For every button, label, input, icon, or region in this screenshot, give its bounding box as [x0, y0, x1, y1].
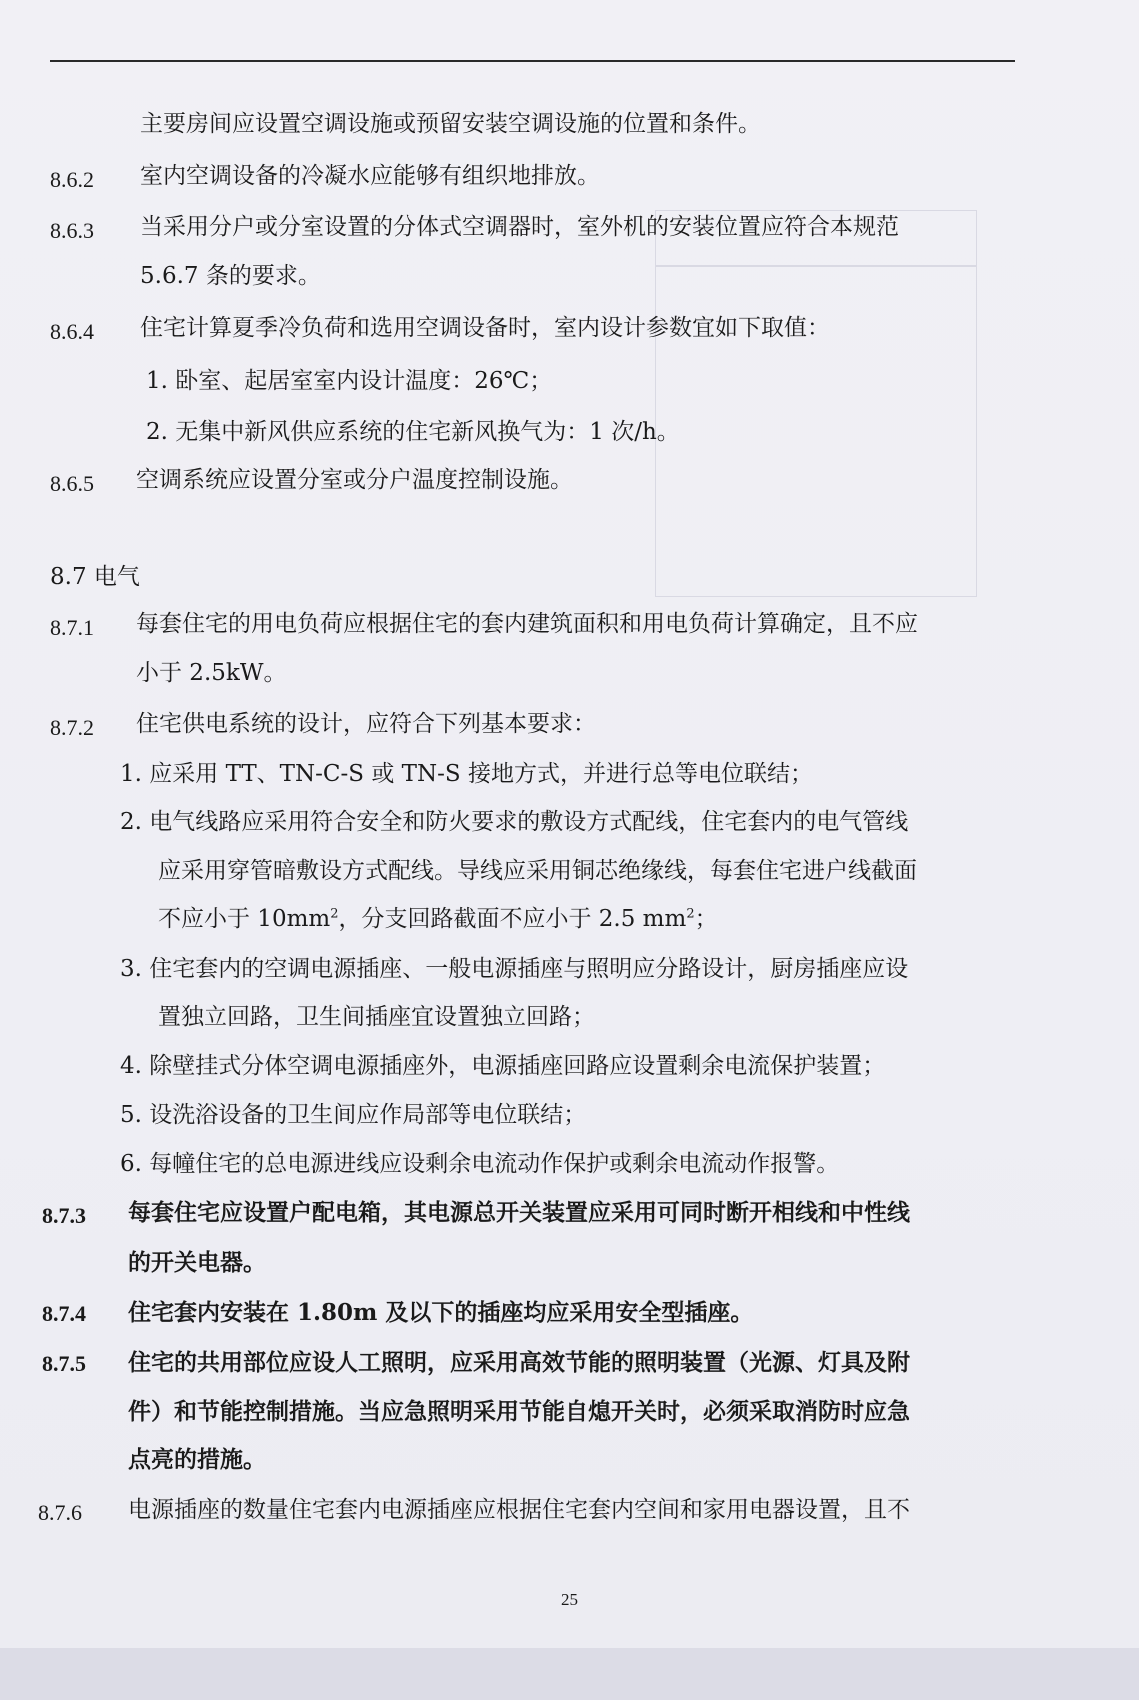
text-line-22: 的开关电器。 — [128, 1249, 266, 1276]
clause-number-8-7-4: 8.7.4 — [42, 1301, 86, 1326]
text-line-23: 住宅套内安装在 1.80m 及以下的插座均应采用安全型插座。 — [128, 1299, 754, 1326]
text-line-14: 应采用穿管暗敷设方式配线。导线应采用铜芯绝缘线，每套住宅进户线截面 — [158, 858, 917, 884]
text-line-19: 5. 设洗浴设备的卫生间应作局部等电位联结； — [120, 1102, 587, 1128]
text-line-6: 2. 无集中新风供应系统的住宅新风换气为：1 次/h。 — [146, 419, 680, 445]
scan-bottom-edge — [0, 1648, 1139, 1700]
page-number: 25 — [561, 1590, 578, 1609]
section-heading-8-7: 8.7 电气 — [50, 564, 140, 590]
text-line-12: 1. 应采用 TT、TN-C-S 或 TN-S 接地方式，并进行总等电位联结； — [120, 761, 813, 787]
clause-number-8-7-1: 8.7.1 — [50, 615, 94, 640]
text-line-7: 空调系统应设置分室或分户温度控制设施。 — [136, 467, 573, 493]
text-line-18: 4. 除壁挂式分体空调电源插座外，电源插座回路应设置剩余电流保护装置； — [120, 1053, 886, 1079]
text-line-11: 住宅供电系统的设计，应符合下列基本要求： — [136, 711, 596, 737]
text-line-1: 室内空调设备的冷凝水应能够有组织地排放。 — [140, 163, 600, 189]
header-rule — [50, 60, 1015, 62]
text-line-3: 5.6.7 条的要求。 — [140, 263, 321, 289]
text-line-10: 小于 2.5kW。 — [136, 660, 287, 686]
clause-number-8-7-3: 8.7.3 — [42, 1203, 86, 1228]
text-line-9: 每套住宅的用电负荷应根据住宅的套内建筑面积和用电负荷计算确定，且不应 — [136, 611, 918, 637]
text-line-15: 不应小于 $10mm^2$，分支回路截面不应小于 2.5 $mm^2$； — [158, 906, 718, 932]
bleed-through-table-divider — [655, 265, 977, 267]
clause-number-8-6-2: 8.6.2 — [50, 167, 94, 192]
clause-number-8-7-5: 8.7.5 — [42, 1351, 86, 1376]
clause-number-8-6-5: 8.6.5 — [50, 471, 94, 496]
text-line-0: 主要房间应设置空调设施或预留安装空调设施的位置和条件。 — [140, 111, 761, 137]
text-line-20: 6. 每幢住宅的总电源进线应设剩余电流动作保护或剩余电流动作报警。 — [120, 1151, 840, 1177]
clause-number-8-7-2: 8.7.2 — [50, 715, 94, 740]
text-line-5: 1. 卧室、起居室室内设计温度：26℃； — [146, 368, 553, 394]
text-line-2: 当采用分户或分室设置的分体式空调器时，室外机的安装位置应符合本规范 — [140, 214, 899, 240]
text-line-4: 住宅计算夏季冷负荷和选用空调设备时，室内设计参数宜如下取值： — [140, 315, 830, 341]
text-line-24: 住宅的共用部位应设人工照明，应采用高效节能的照明装置（光源、灯具及附 — [128, 1349, 910, 1376]
text-line-16: 3. 住宅套内的空调电源插座、一般电源插座与照明应分路设计，厨房插座应设 — [120, 956, 909, 982]
text-line-13: 2. 电气线路应采用符合安全和防火要求的敷设方式配线，住宅套内的电气管线 — [120, 809, 909, 835]
text-line-27: 电源插座的数量住宅套内电源插座应根据住宅套内空间和家用电器设置，且不 — [128, 1497, 910, 1523]
text-line-17: 置独立回路，卫生间插座宜设置独立回路； — [158, 1004, 595, 1030]
clause-number-8-7-6: 8.7.6 — [38, 1500, 82, 1525]
text-line-21: 每套住宅应设置户配电箱，其电源总开关装置应采用可同时断开相线和中性线 — [128, 1199, 910, 1226]
bleed-through-table — [655, 210, 977, 597]
text-line-26: 点亮的措施。 — [128, 1446, 266, 1473]
text-line-25: 件）和节能控制措施。当应急照明采用节能自熄开关时，必须采取消防时应急 — [128, 1398, 910, 1425]
clause-number-8-6-3: 8.6.3 — [50, 218, 94, 243]
clause-number-8-6-4: 8.6.4 — [50, 319, 94, 344]
